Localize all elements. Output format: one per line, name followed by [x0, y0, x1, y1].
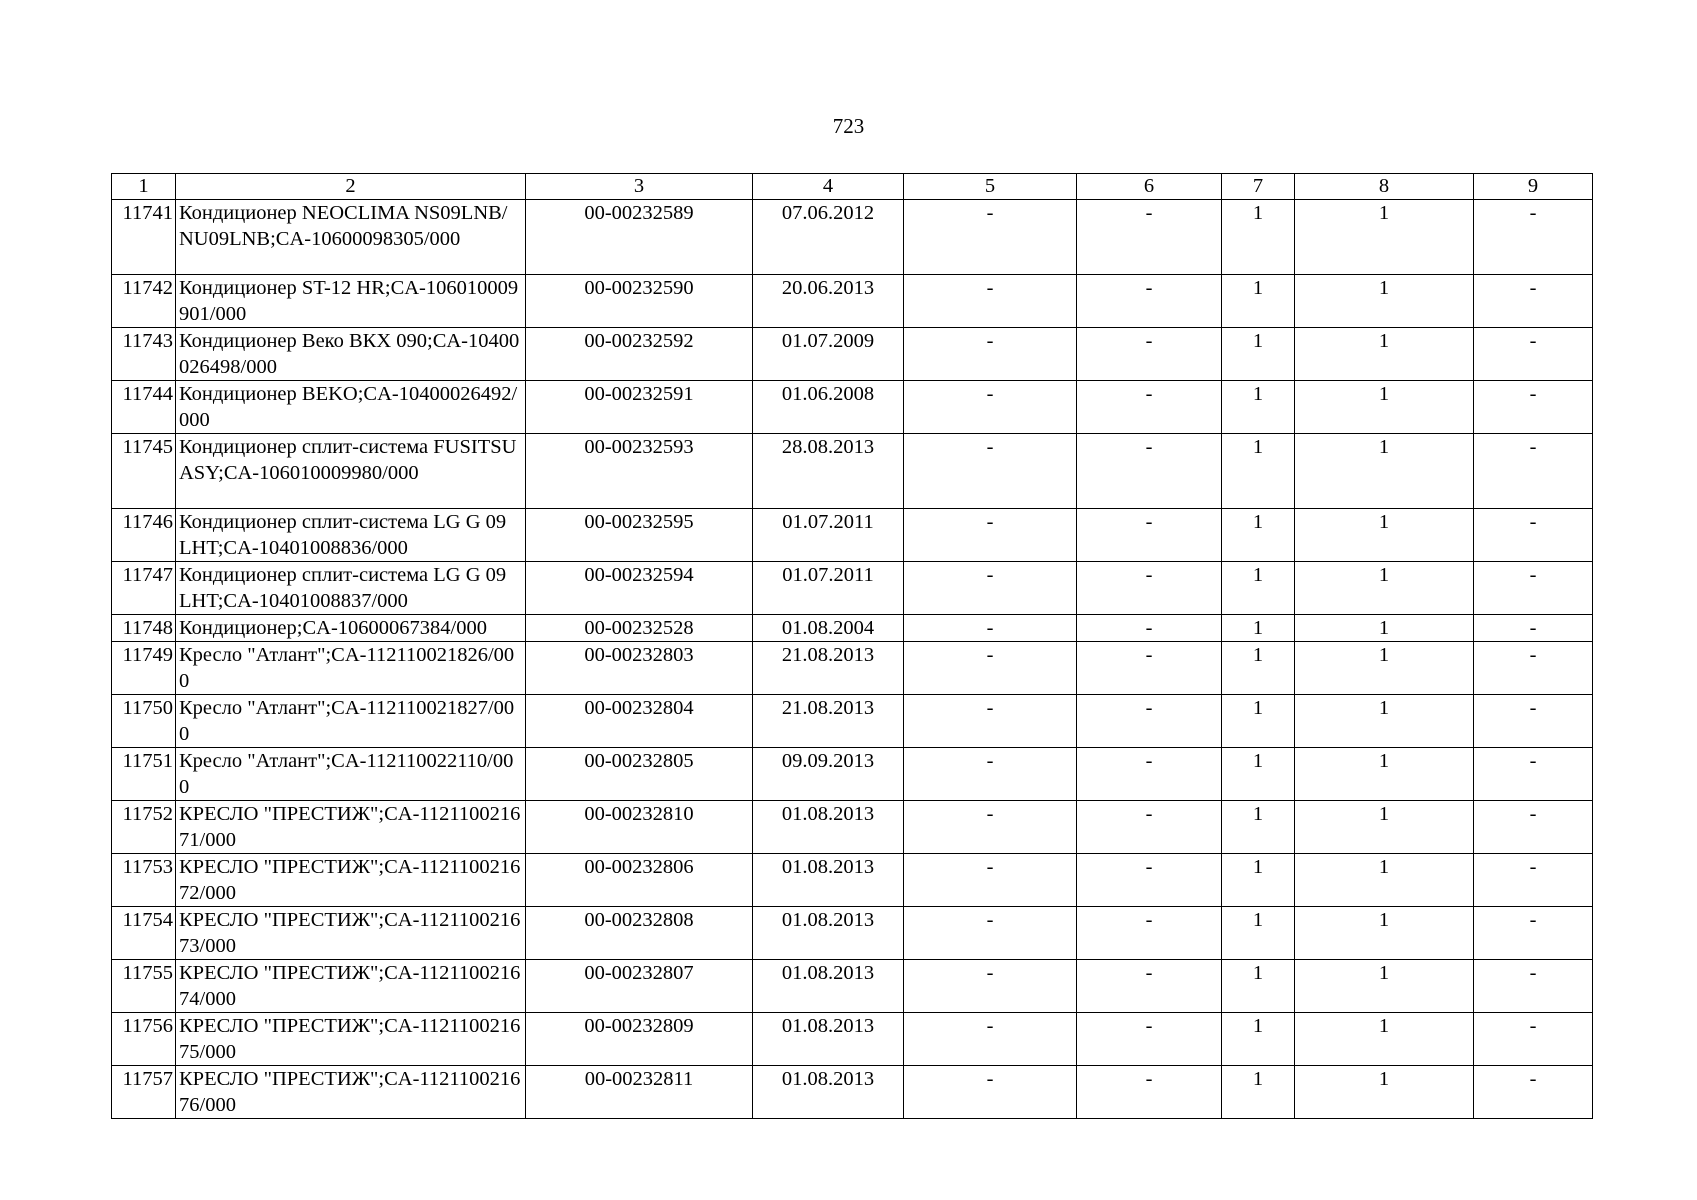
- date-cell: 01.08.2013: [753, 907, 904, 960]
- page-number: 723: [832, 114, 865, 138]
- col-6-value-cell: -: [1077, 801, 1222, 854]
- date-cell: 21.08.2013: [753, 642, 904, 695]
- col-6-value-cell: -: [1077, 615, 1222, 642]
- col-5-value-cell: -: [904, 1013, 1077, 1066]
- date-cell: 01.07.2011: [753, 509, 904, 562]
- col-9-value-cell: -: [1474, 907, 1593, 960]
- inventory-number-cell: 00-00232806: [526, 854, 753, 907]
- row-number-cell: 11757: [112, 1066, 176, 1119]
- col-6-value-cell: -: [1077, 381, 1222, 434]
- column-header-5: 5: [904, 174, 1077, 200]
- col-9-value-cell: -: [1474, 1013, 1593, 1066]
- row-number-cell: 11754: [112, 907, 176, 960]
- inventory-number-cell: 00-00232594: [526, 562, 753, 615]
- col-6-value-cell: -: [1077, 200, 1222, 275]
- col-8-value-cell: 1: [1295, 695, 1474, 748]
- item-name-cell: КРЕСЛО "ПРЕСТИЖ";CA-112110021676/000: [176, 1066, 526, 1119]
- row-number-cell: 11751: [112, 748, 176, 801]
- col-9-value-cell: -: [1474, 562, 1593, 615]
- column-header-2: 2: [176, 174, 526, 200]
- col-8-value-cell: 1: [1295, 1066, 1474, 1119]
- inventory-number-cell: 00-00232593: [526, 434, 753, 509]
- inventory-number-cell: 00-00232595: [526, 509, 753, 562]
- col-8-value-cell: 1: [1295, 615, 1474, 642]
- col-5-value-cell: -: [904, 562, 1077, 615]
- row-number-cell: 11748: [112, 615, 176, 642]
- date-cell: 20.06.2013: [753, 275, 904, 328]
- col-9-value-cell: -: [1474, 960, 1593, 1013]
- col-5-value-cell: -: [904, 907, 1077, 960]
- row-number-cell: 11756: [112, 1013, 176, 1066]
- col-7-value-cell: 1: [1222, 200, 1295, 275]
- table-row: [112, 960, 1593, 1013]
- column-header-4: 4: [753, 174, 904, 200]
- row-number-cell: 11746: [112, 509, 176, 562]
- col-5-value-cell: -: [904, 695, 1077, 748]
- item-name-cell: КРЕСЛО "ПРЕСТИЖ";CA-112110021674/000: [176, 960, 526, 1013]
- item-name-cell: Кондиционер;CA-10600067384/000: [176, 615, 526, 642]
- col-9-value-cell: -: [1474, 695, 1593, 748]
- inventory-number-cell: 00-00232590: [526, 275, 753, 328]
- col-9-value-cell: -: [1474, 801, 1593, 854]
- item-name-cell: Кондиционер ST-12 HR;CA-106010009901/000: [176, 275, 526, 328]
- table-row: [112, 434, 1593, 509]
- col-7-value-cell: 1: [1222, 801, 1295, 854]
- col-9-value-cell: -: [1474, 748, 1593, 801]
- date-cell: 01.08.2013: [753, 1066, 904, 1119]
- item-name-cell: Кондиционер сплит-система FUSITSU ASY;CA-106010009980/000: [176, 434, 526, 509]
- col-7-value-cell: 1: [1222, 1066, 1295, 1119]
- col-7-value-cell: 1: [1222, 907, 1295, 960]
- col-6-value-cell: -: [1077, 1013, 1222, 1066]
- date-cell: 01.08.2013: [753, 960, 904, 1013]
- inventory-number-cell: 00-00232589: [526, 200, 753, 275]
- col-7-value-cell: 1: [1222, 381, 1295, 434]
- col-6-value-cell: -: [1077, 434, 1222, 509]
- column-header-3: 3: [526, 174, 753, 200]
- item-name-cell: Кондиционер BEKO;CA-10400026492/000: [176, 381, 526, 434]
- date-cell: 07.06.2012: [753, 200, 904, 275]
- column-number-header-row: [112, 174, 1593, 200]
- row-number-cell: 11743: [112, 328, 176, 381]
- col-6-value-cell: -: [1077, 695, 1222, 748]
- col-9-value-cell: -: [1474, 642, 1593, 695]
- row-number-cell: 11747: [112, 562, 176, 615]
- table-row: [112, 695, 1593, 748]
- date-cell: 01.07.2009: [753, 328, 904, 381]
- table-row: [112, 328, 1593, 381]
- col-8-value-cell: 1: [1295, 854, 1474, 907]
- col-6-value-cell: -: [1077, 907, 1222, 960]
- col-7-value-cell: 1: [1222, 509, 1295, 562]
- col-7-value-cell: 1: [1222, 695, 1295, 748]
- col-6-value-cell: -: [1077, 748, 1222, 801]
- table-row: [112, 1013, 1593, 1066]
- item-name-cell: Кресло "Атлант";CA-112110021827/000: [176, 695, 526, 748]
- inventory-number-cell: 00-00232803: [526, 642, 753, 695]
- col-5-value-cell: -: [904, 509, 1077, 562]
- col-6-value-cell: -: [1077, 642, 1222, 695]
- inventory-number-cell: 00-00232804: [526, 695, 753, 748]
- item-name-cell: КРЕСЛО "ПРЕСТИЖ";CA-112110021672/000: [176, 854, 526, 907]
- row-number-cell: 11755: [112, 960, 176, 1013]
- date-cell: 01.06.2008: [753, 381, 904, 434]
- col-6-value-cell: -: [1077, 562, 1222, 615]
- col-5-value-cell: -: [904, 200, 1077, 275]
- row-number-cell: 11749: [112, 642, 176, 695]
- row-number-cell: 11752: [112, 801, 176, 854]
- col-9-value-cell: -: [1474, 509, 1593, 562]
- table-body: [112, 174, 1593, 1119]
- table-row: [112, 907, 1593, 960]
- col-7-value-cell: 1: [1222, 642, 1295, 695]
- inventory-number-cell: 00-00232809: [526, 1013, 753, 1066]
- table-row: [112, 854, 1593, 907]
- date-cell: 01.07.2011: [753, 562, 904, 615]
- col-9-value-cell: -: [1474, 854, 1593, 907]
- col-8-value-cell: 1: [1295, 434, 1474, 509]
- date-cell: 01.08.2013: [753, 1013, 904, 1066]
- col-8-value-cell: 1: [1295, 200, 1474, 275]
- col-7-value-cell: 1: [1222, 1013, 1295, 1066]
- col-5-value-cell: -: [904, 748, 1077, 801]
- row-number-cell: 11742: [112, 275, 176, 328]
- col-7-value-cell: 1: [1222, 854, 1295, 907]
- table-row: [112, 1066, 1593, 1119]
- row-number-cell: 11750: [112, 695, 176, 748]
- col-7-value-cell: 1: [1222, 562, 1295, 615]
- col-9-value-cell: -: [1474, 200, 1593, 275]
- item-name-cell: Кондиционер сплит-система LG G 09 LHT;CA-10401008836/000: [176, 509, 526, 562]
- col-8-value-cell: 1: [1295, 1013, 1474, 1066]
- date-cell: 01.08.2013: [753, 854, 904, 907]
- col-8-value-cell: 1: [1295, 748, 1474, 801]
- col-8-value-cell: 1: [1295, 642, 1474, 695]
- col-7-value-cell: 1: [1222, 434, 1295, 509]
- item-name-cell: Кондиционер Веко ВКХ 090;CA-10400026498/000: [176, 328, 526, 381]
- inventory-number-cell: 00-00232810: [526, 801, 753, 854]
- item-name-cell: Кресло "Атлант";CA-112110021826/000: [176, 642, 526, 695]
- item-name-cell: КРЕСЛО "ПРЕСТИЖ";CA-112110021673/000: [176, 907, 526, 960]
- col-9-value-cell: -: [1474, 434, 1593, 509]
- row-number-cell: 11753: [112, 854, 176, 907]
- table-row: [112, 642, 1593, 695]
- date-cell: 01.08.2013: [753, 801, 904, 854]
- column-header-8: 8: [1295, 174, 1474, 200]
- col-6-value-cell: -: [1077, 960, 1222, 1013]
- col-5-value-cell: -: [904, 642, 1077, 695]
- inventory-number-cell: 00-00232807: [526, 960, 753, 1013]
- col-7-value-cell: 1: [1222, 615, 1295, 642]
- col-6-value-cell: -: [1077, 1066, 1222, 1119]
- item-name-cell: Кресло "Атлант";CA-112110022110/000: [176, 748, 526, 801]
- table-row: [112, 275, 1593, 328]
- inventory-number-cell: 00-00232805: [526, 748, 753, 801]
- col-9-value-cell: -: [1474, 328, 1593, 381]
- date-cell: 09.09.2013: [753, 748, 904, 801]
- inventory-number-cell: 00-00232811: [526, 1066, 753, 1119]
- col-5-value-cell: -: [904, 275, 1077, 328]
- item-name-cell: Кондиционер сплит-система LG G 09 LHT;CA-10401008837/000: [176, 562, 526, 615]
- table-row: [112, 615, 1593, 642]
- col-8-value-cell: 1: [1295, 960, 1474, 1013]
- col-8-value-cell: 1: [1295, 275, 1474, 328]
- row-number-cell: 11744: [112, 381, 176, 434]
- col-7-value-cell: 1: [1222, 748, 1295, 801]
- table-row: [112, 562, 1593, 615]
- table-row: [112, 509, 1593, 562]
- col-7-value-cell: 1: [1222, 960, 1295, 1013]
- col-9-value-cell: -: [1474, 1066, 1593, 1119]
- inventory-number-cell: 00-00232528: [526, 615, 753, 642]
- item-name-cell: КРЕСЛО "ПРЕСТИЖ";CA-112110021675/000: [176, 1013, 526, 1066]
- col-8-value-cell: 1: [1295, 509, 1474, 562]
- col-5-value-cell: -: [904, 615, 1077, 642]
- row-number-cell: 11745: [112, 434, 176, 509]
- col-8-value-cell: 1: [1295, 801, 1474, 854]
- col-5-value-cell: -: [904, 434, 1077, 509]
- col-6-value-cell: -: [1077, 509, 1222, 562]
- col-5-value-cell: -: [904, 960, 1077, 1013]
- col-5-value-cell: -: [904, 801, 1077, 854]
- col-9-value-cell: -: [1474, 615, 1593, 642]
- date-cell: 21.08.2013: [753, 695, 904, 748]
- col-5-value-cell: -: [904, 381, 1077, 434]
- col-5-value-cell: -: [904, 854, 1077, 907]
- col-6-value-cell: -: [1077, 328, 1222, 381]
- item-name-cell: Кондиционер NEOCLIMA NS09LNB/NU09LNB;CA-10600098305/000: [176, 200, 526, 275]
- row-number-cell: 11741: [112, 200, 176, 275]
- table-row: [112, 381, 1593, 434]
- col-7-value-cell: 1: [1222, 275, 1295, 328]
- inventory-number-cell: 00-00232591: [526, 381, 753, 434]
- item-name-cell: КРЕСЛО "ПРЕСТИЖ";CA-112110021671/000: [176, 801, 526, 854]
- col-8-value-cell: 1: [1295, 328, 1474, 381]
- table-row: [112, 748, 1593, 801]
- table-row: [112, 801, 1593, 854]
- col-6-value-cell: -: [1077, 854, 1222, 907]
- col-6-value-cell: -: [1077, 275, 1222, 328]
- date-cell: 28.08.2013: [753, 434, 904, 509]
- col-9-value-cell: -: [1474, 275, 1593, 328]
- col-8-value-cell: 1: [1295, 907, 1474, 960]
- asset-register-table: [111, 173, 1593, 1119]
- column-header-6: 6: [1077, 174, 1222, 200]
- column-header-1: 1: [112, 174, 176, 200]
- inventory-number-cell: 00-00232808: [526, 907, 753, 960]
- table-row: [112, 200, 1593, 275]
- col-5-value-cell: -: [904, 328, 1077, 381]
- col-8-value-cell: 1: [1295, 562, 1474, 615]
- inventory-number-cell: 00-00232592: [526, 328, 753, 381]
- col-7-value-cell: 1: [1222, 328, 1295, 381]
- col-8-value-cell: 1: [1295, 381, 1474, 434]
- col-5-value-cell: -: [904, 1066, 1077, 1119]
- date-cell: 01.08.2004: [753, 615, 904, 642]
- column-header-7: 7: [1222, 174, 1295, 200]
- column-header-9: 9: [1474, 174, 1593, 200]
- col-9-value-cell: -: [1474, 381, 1593, 434]
